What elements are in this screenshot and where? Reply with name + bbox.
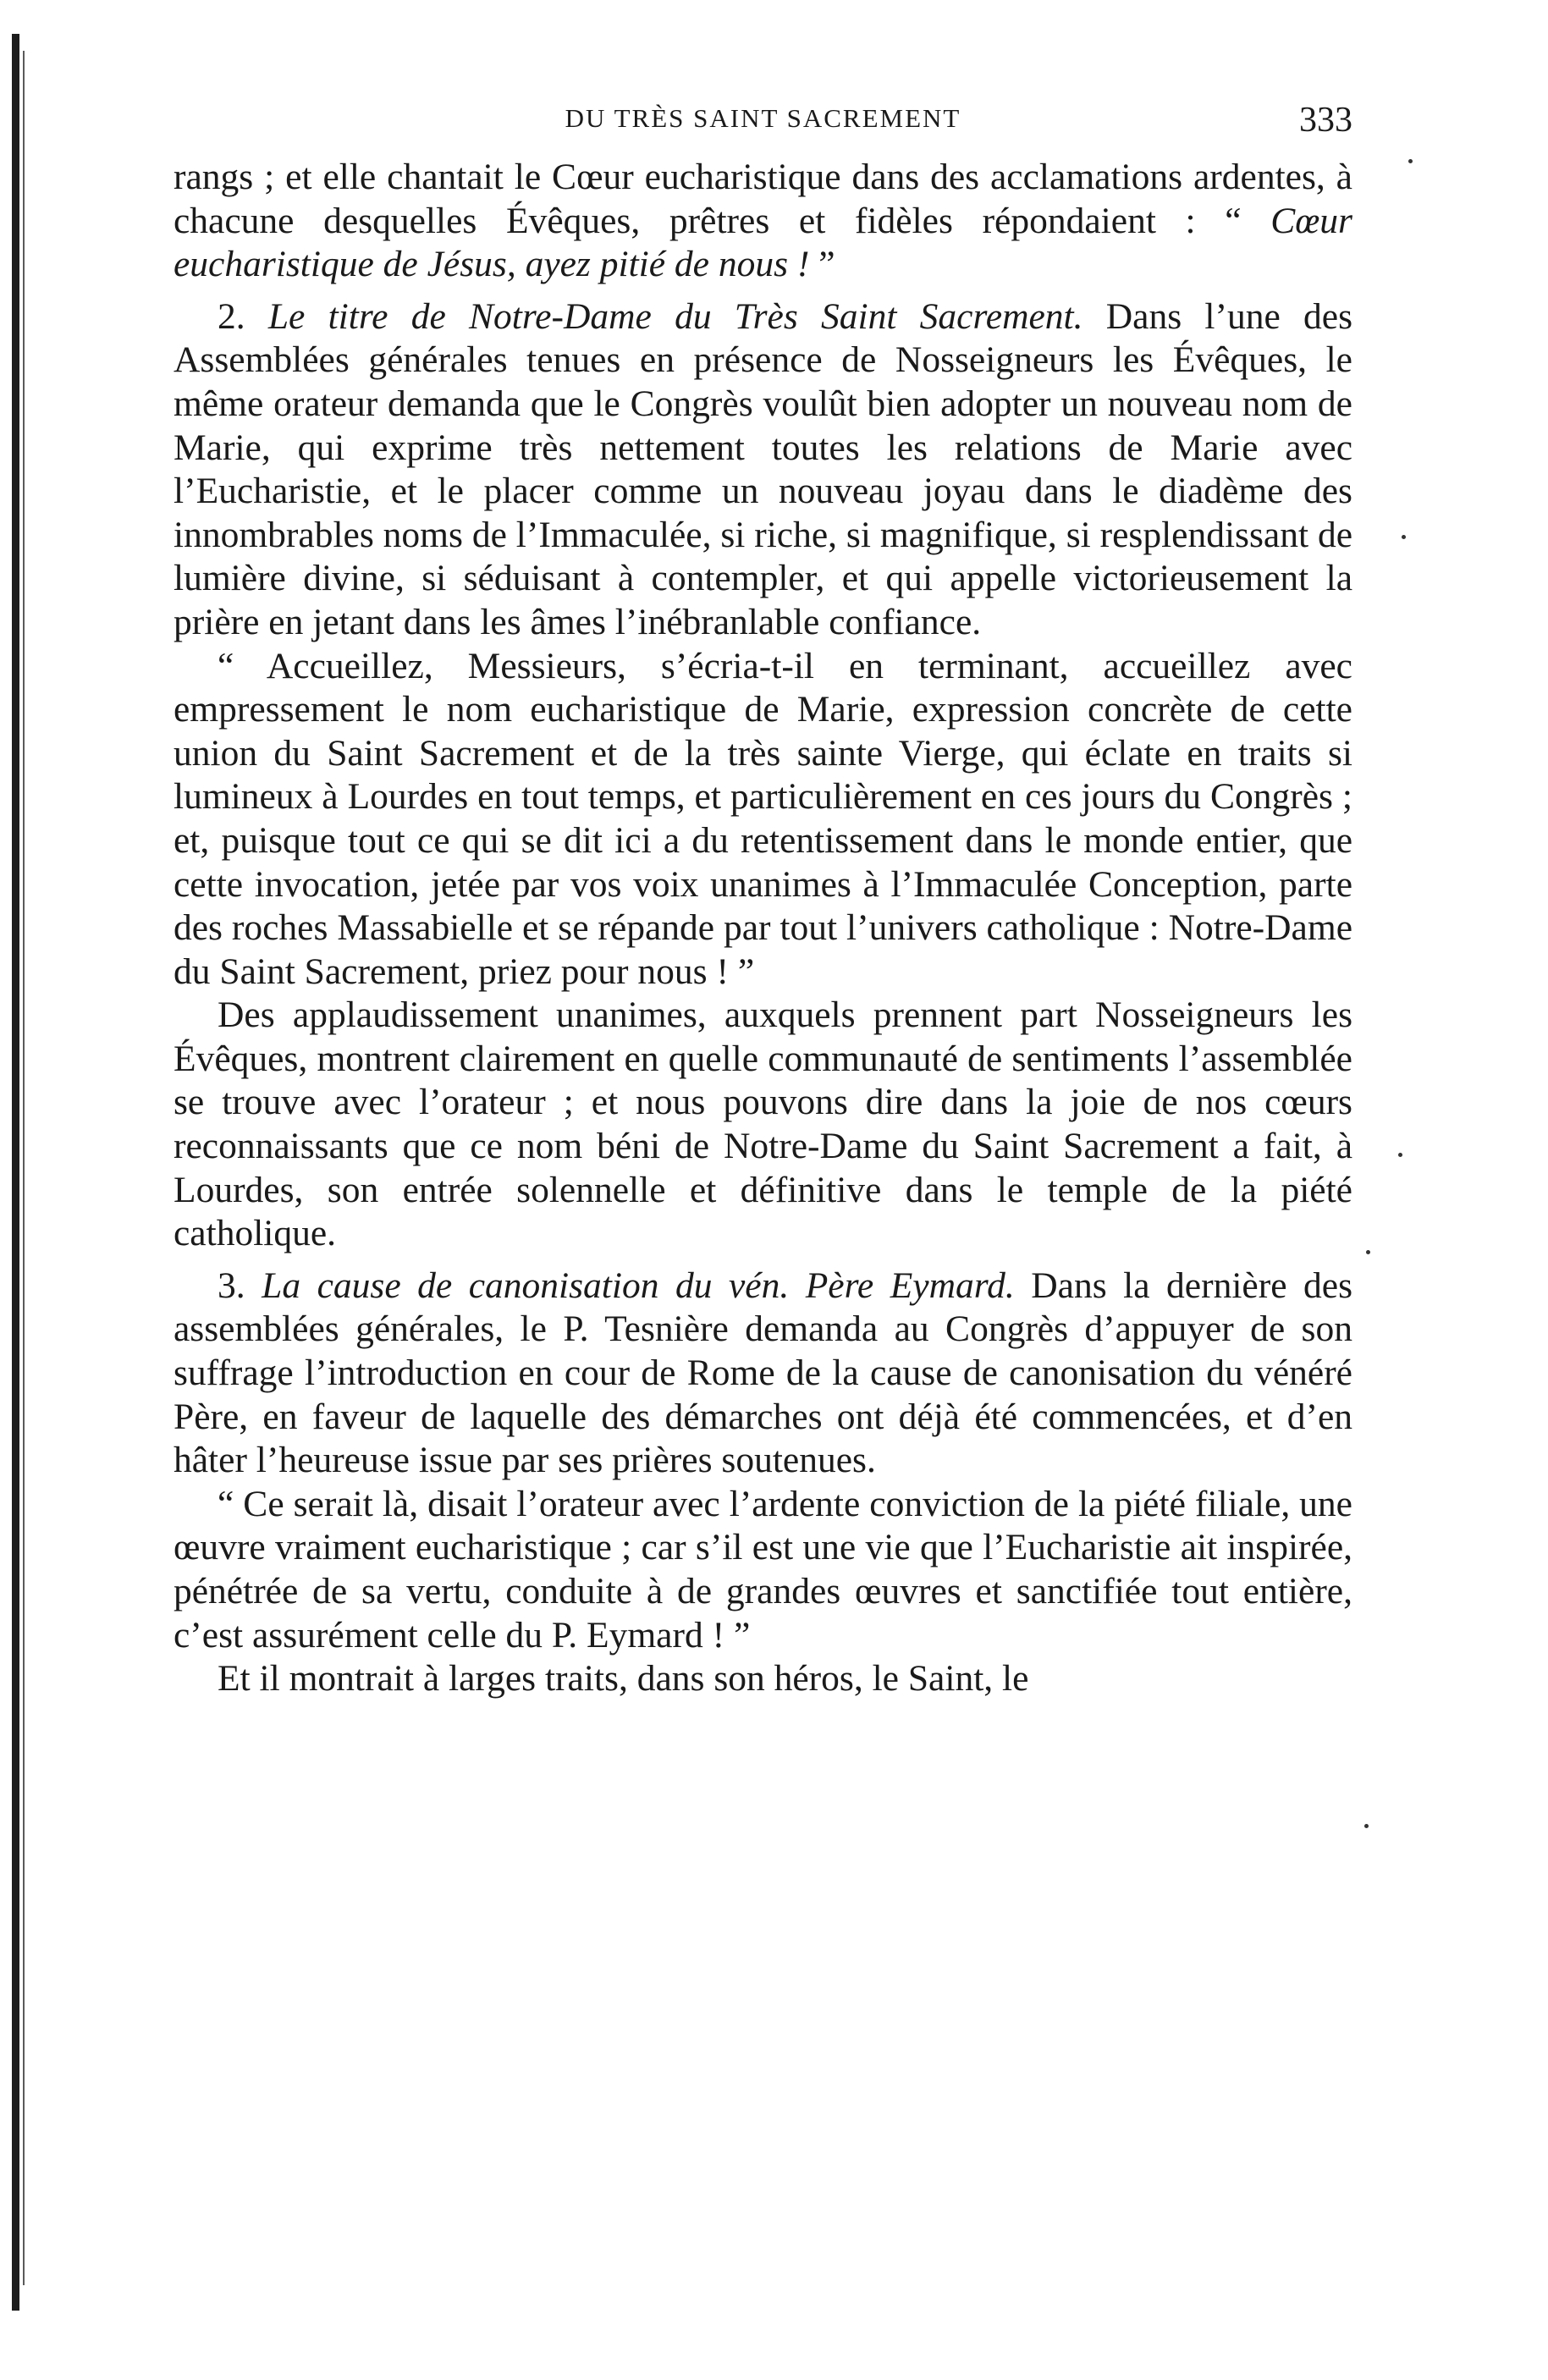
closing-quote: ” (809, 244, 835, 285)
scan-binding-edge-line (23, 51, 25, 2285)
invocation-italic: Cœur eucharistique de Jésus, ayez pitié de nous ! (174, 200, 1352, 285)
applause-paragraph (174, 994, 1352, 1256)
scan-binding-edge (12, 34, 19, 2311)
scan-speck (1366, 1250, 1370, 1254)
running-head (174, 100, 1352, 156)
paragraph-text: Et il montrait à larges traits, dans son héros, le Saint, le (218, 1658, 1029, 1700)
section-title: La cause de canonisation du vén. Père Eymard. (262, 1264, 1015, 1306)
closing-paragraph (174, 1657, 1352, 1701)
scan-speck (1364, 1824, 1369, 1828)
paragraph-text: Dans la dernière des assemblées générales, le P. Tesnière demanda au Congrès d’appuyer de son suffrage l’introduction en cour de Rome de la cause de canonisation du vénéré Père, en faveur de laquelle des démarches ont déjà été commencées, et d’en hâter l’heureuse issue par ses prières soutenues. (174, 1264, 1353, 1481)
scan-speck (1398, 1153, 1402, 1157)
section-title: Le titre de Notre-Dame du Très Saint Sacrement. (267, 295, 1083, 337)
paragraph-continuation (174, 156, 1352, 287)
scan-speck (1402, 535, 1406, 539)
scan-speck (1408, 159, 1413, 163)
paragraph-text: “ Accueillez, Messieurs, s’écria-t-il en terminant, accueillez avec empressement le nom eucharistique de Marie, expression concrète de cette union du Saint Sacrement et de la très sainte Vierge, qui éclate en traits si lumineux à Lourdes en tout temps, et particulièrement en ces jours du Congrès ; et, puisque tout ce qui se dit ici a du retentissement dans le monde entier, que cette invocation, jetée par vos voix unanimes à l’Immaculée Conception, parte des roches Massabielle et se répande par tout l’univers catholique : Notre-Dame du Saint Sacrement, priez pour nous ! ” (174, 645, 1352, 992)
paragraph-text: rangs ; et elle chantait le Cœur eucharistique dans des acclamations ardentes, à chacune desquelles Évêques, prêtres et fidèles répondaient : “ (174, 157, 1352, 241)
quotation-paragraph (174, 645, 1352, 994)
running-title: DU TRÈS SAINT SACREMENT (565, 103, 961, 133)
paragraph-text: Des applaudissement unanimes, auxquels prennent part Nosseigneurs les Évêques, montrent clairement en quelle communauté de sentiments l’assemblée se trouve avec l’orateur ; et nous pouvons dire dans la joie de nos cœurs reconnaissants que ce nom béni de Notre-Dame du Saint Sacrement a fait, à Lourdes, son entrée solennelle et définitive dans le temple de la piété catholique. (174, 994, 1352, 1254)
section-2-paragraph (174, 295, 1352, 645)
paragraph-text: Dans l’une des Assemblées générales tenues en présence de Nosseigneurs les Évêques, le même orateur demanda que le Congrès voulût bien adopter un nouveau nom de Marie, qui exprime très nettement toutes les relations de Marie avec l’Eucharistie, et le placer comme un nouveau joyau dans le diadème des innombrables noms de l’Immaculée, si riche, si magnifique, si resplendissant de lumière divine, si séduisant à contempler, et qui appelle victorieusement la prière en jetant dans les âmes l’inébranlable confiance. (174, 295, 1352, 642)
section-number: 2. (218, 295, 245, 337)
page-number: 333 (1299, 101, 1352, 140)
section-3-paragraph (174, 1264, 1352, 1483)
section-number: 3. (218, 1264, 245, 1306)
paragraph-text: “ Ce serait là, disait l’orateur avec l’ardente conviction de la piété filiale, une œuvre vraiment eucharistique ; car s’il est une vie que l’Eucharistie ait inspirée, pénétrée de sa vertu, conduite à de grandes œuvres et sanctifiée tout entière, c’est assurément celle du P. Eymard ! ” (174, 1483, 1352, 1656)
quotation-paragraph (174, 1483, 1352, 1657)
book-page (174, 100, 1352, 1701)
body-text (174, 156, 1352, 1701)
